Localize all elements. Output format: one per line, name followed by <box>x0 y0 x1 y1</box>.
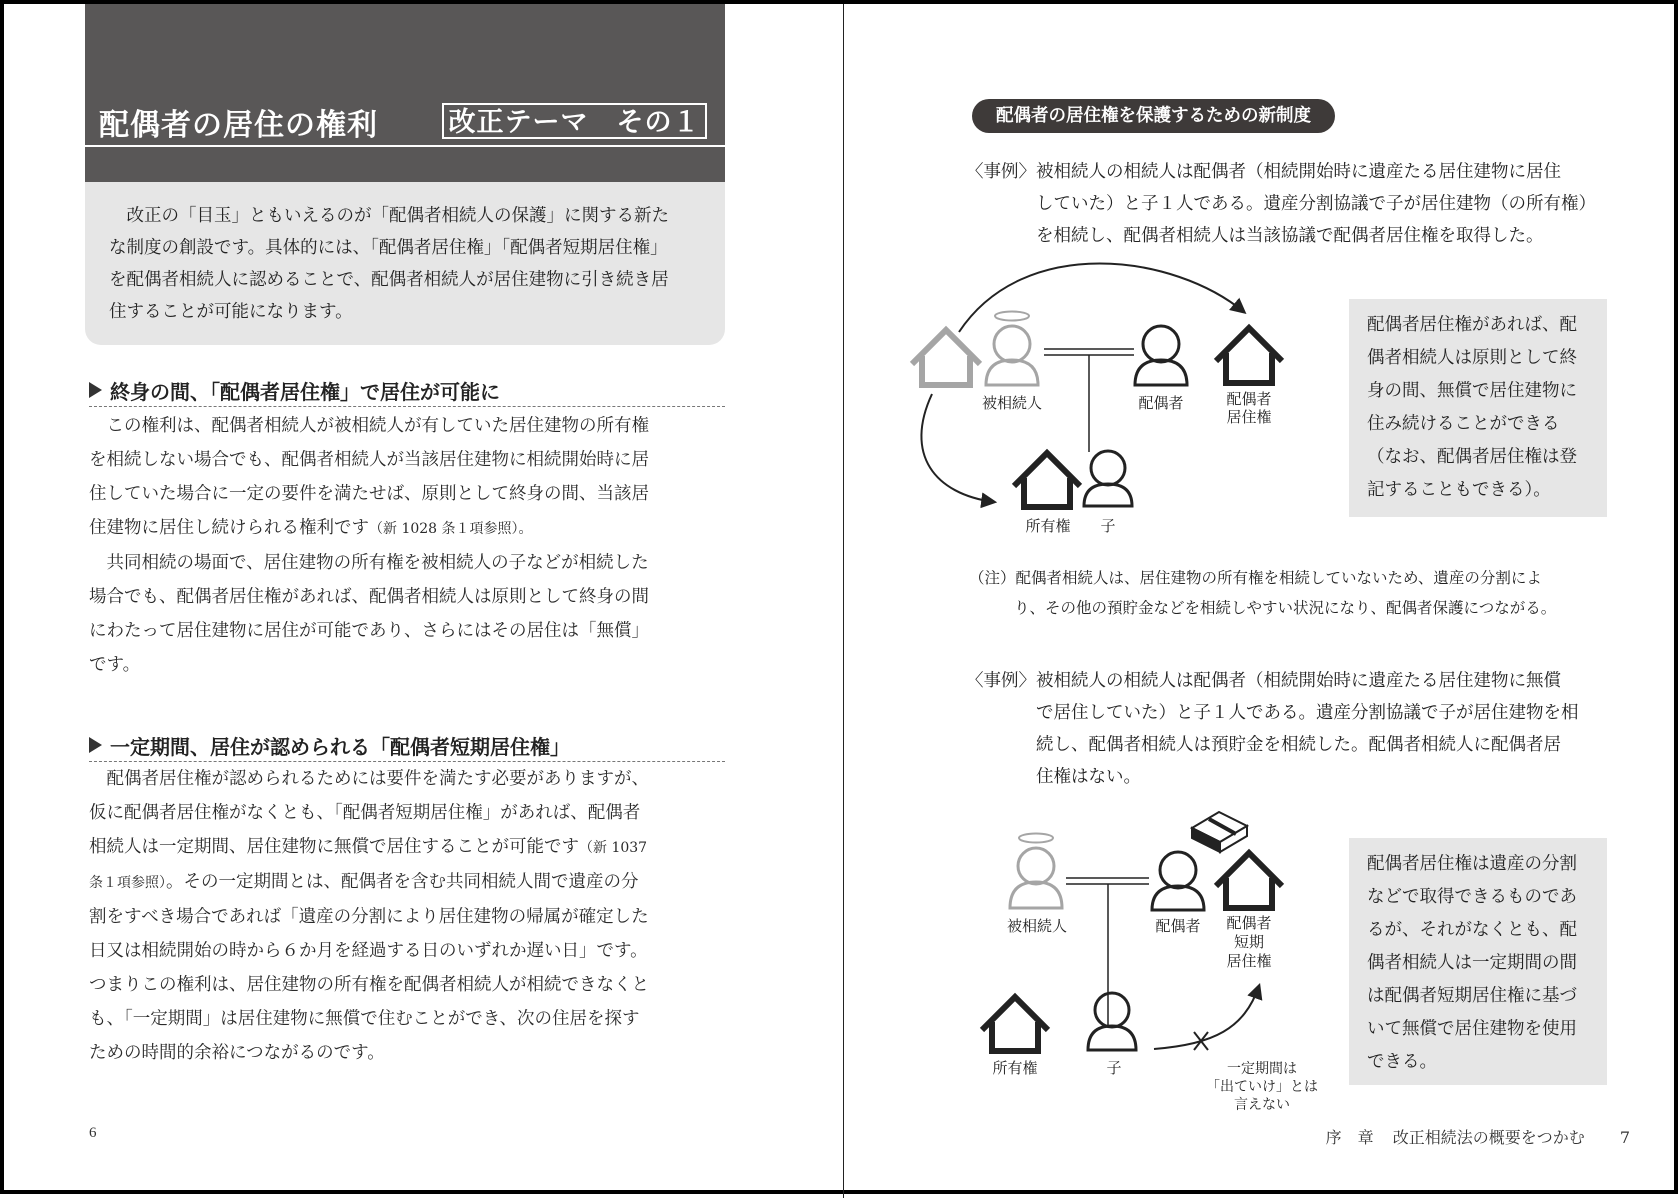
body-line: ための時間的余裕につながるのです。 <box>89 1043 385 1063</box>
cross-mark-icon <box>1194 1032 1208 1050</box>
right-label-line1: 配偶者 <box>1226 914 1272 932</box>
note-line: （注）配偶者相続人は、居住建物の所有権を相続していないため、遺産の分割によ <box>969 569 1542 587</box>
right-label-line1: 配偶者 <box>1226 390 1272 408</box>
section2-body <box>89 762 729 1070</box>
child-label: 子 <box>1100 517 1116 535</box>
article-reference: （新 1037 <box>579 840 648 856</box>
right-label-line2: 短期 <box>1233 933 1265 951</box>
explanation-box-1 <box>1349 299 1607 517</box>
box-line: 配偶者居住権は遺産の分割 <box>1367 854 1577 874</box>
case-label: 〈事例〉 <box>966 671 1036 691</box>
ownership-label: 所有権 <box>1025 517 1071 535</box>
triangle-bullet-icon <box>89 737 102 753</box>
spouse-person-icon <box>1152 852 1204 910</box>
box-line: 身の間、無償で居住建物に <box>1367 381 1577 401</box>
page-number-right: 7 <box>1619 1128 1630 1147</box>
case-line: 被相続人の相続人は配偶者（相続開始時に遺産たる居住建物に無償 <box>1036 671 1561 691</box>
intro-line: な制度の創設です。具体的には、「配偶者居住権」「配偶者短期居住権」 <box>109 238 668 258</box>
case-line: していた）と子１人である。遺産分割協議で子が居住建物（の所有権） <box>1036 194 1596 214</box>
running-footer <box>1312 1125 1630 1148</box>
explanation-box-2 <box>1349 838 1607 1085</box>
body-line: も、「一定期間」は居住建物に無償で住むことができ、次の住居を探す <box>89 1009 640 1029</box>
spouse-label: 配偶者 <box>1155 917 1201 935</box>
deceased-person-icon <box>986 312 1038 386</box>
residence-house-icon <box>1216 853 1282 908</box>
spouse-label: 配偶者 <box>1138 394 1184 412</box>
case-2 <box>966 665 1656 793</box>
left-page <box>4 4 843 1190</box>
body-line: 仮に配偶者居住権がなくとも、「配偶者短期居住権」があれば、配偶者 <box>89 803 641 823</box>
box-line: 住み続けることができる <box>1367 414 1560 434</box>
case-line: 被相続人の相続人は配偶者（相続開始時に遺産たる居住建物に居住 <box>1036 162 1561 182</box>
body-line: を相続しない場合でも、配偶者相続人が当該居住建物に相続開始時に居 <box>89 450 649 470</box>
page-number-left: 6 <box>89 1125 97 1141</box>
case-1 <box>966 156 1656 252</box>
caption-line1: 一定期間は <box>1227 1061 1297 1077</box>
body-line: にわたって居住建物に居住が可能であり、さらにはその居住は「無償」 <box>89 621 649 641</box>
money-bundle-icon <box>1192 812 1247 852</box>
title-divider <box>85 145 725 147</box>
intro-line: 住することが可能になります。 <box>109 302 353 322</box>
box-line: できる。 <box>1367 1052 1437 1072</box>
deceased-person-icon <box>1010 834 1062 909</box>
box-line: るが、それがなくとも、配 <box>1367 920 1577 940</box>
body-line <box>89 830 729 865</box>
section-heading-text: 終身の間、「配偶者居住権」で居住が可能に <box>110 380 500 404</box>
right-page <box>844 4 1678 1190</box>
body-line: つまりこの権利は、居住建物の所有権を配偶者相続人が相続できなくと <box>89 975 649 995</box>
section-heading-2 <box>89 731 725 760</box>
box-line: 記することもできる）。 <box>1367 480 1551 500</box>
dashed-rule <box>89 406 725 407</box>
box-line: は配偶者短期居住権に基づ <box>1367 986 1577 1006</box>
box-line: （なお、配偶者居住権は登 <box>1367 447 1577 467</box>
intro-line: を配偶者相続人に認めることで、配偶者相続人が居住建物に引き続き居 <box>109 270 669 290</box>
case-label: 〈事例〉 <box>966 162 1036 182</box>
body-line: 場合でも、配偶者居住権があれば、配偶者相続人は原則として終身の間 <box>89 587 649 607</box>
body-text: 住建物に居住し続けられる権利です <box>89 518 369 538</box>
body-line: 共同相続の場面で、居住建物の所有権を被相続人の子などが相続した <box>106 553 649 573</box>
deceased-label: 被相続人 <box>1006 917 1068 935</box>
body-text: 。その一定期間とは、配偶者を含む共同相続人間で遺産の分 <box>166 872 639 892</box>
article-reference: 条１項参照） <box>89 875 166 891</box>
theme-label: 改正テーマ その１ <box>442 103 707 139</box>
footer-title: 改正相続法の概要をつかむ <box>1392 1128 1585 1147</box>
ownership-house-icon <box>1014 453 1080 507</box>
diagram-1 <box>844 244 1344 564</box>
deceased-label: 被相続人 <box>981 394 1043 412</box>
ownership-house-icon <box>982 997 1048 1051</box>
transfer-arrow <box>959 264 1244 333</box>
eviction-arrow <box>1154 986 1259 1049</box>
section1-body <box>89 409 729 682</box>
intro-line: 改正の「目玉」ともいえるのが「配偶者相続人の保護」に関する新た <box>126 206 669 226</box>
body-line: 配偶者居住権が認められるためには要件を満たす必要がありますが、 <box>106 769 649 789</box>
caption-line3: 言えない <box>1234 1097 1290 1113</box>
section-heading-1 <box>89 376 725 405</box>
caption-line2: 「出ていけ」とは <box>1206 1079 1318 1095</box>
box-line: いて無償で居住建物を使用 <box>1367 1019 1577 1039</box>
box-line: 配偶者居住権があれば、配 <box>1367 315 1577 335</box>
right-label-line2: 居住権 <box>1226 408 1272 426</box>
triangle-bullet-icon <box>89 382 102 398</box>
ownership-label: 所有権 <box>992 1059 1038 1077</box>
spouse-person-icon <box>1135 326 1187 385</box>
box-line: 偶者相続人は原則として終 <box>1367 348 1577 368</box>
body-line: この権利は、配偶者相続人が被相続人が有していた居住建物の所有権 <box>106 416 649 436</box>
chapter-title: 配偶者の居住の権利 <box>99 108 378 143</box>
grey-house-icon <box>912 330 980 385</box>
diagram-2 <box>844 804 1344 1124</box>
article-reference: （新 1028 条１項参照）。 <box>369 521 533 537</box>
body-line <box>89 865 729 900</box>
body-text: 相続人は一定期間、居住建物に無償で居住することが可能です <box>89 837 579 857</box>
section-heading-text: 一定期間、居住が認められる「配偶者短期居住権」 <box>110 735 570 759</box>
title-band <box>85 4 725 182</box>
box-line: 偶者相続人は一定期間の間 <box>1367 953 1577 973</box>
right-label-line3: 居住権 <box>1226 952 1272 970</box>
body-line: 割をすべき場合であれば「遺産の分割により居住建物の帰属が確定した <box>89 907 649 927</box>
child-person-icon <box>1088 993 1136 1050</box>
case-line: 続し、配偶者相続人は預貯金を相続した。配偶者相続人に配偶者居 <box>1036 735 1561 755</box>
case-line: で居住していた）と子１人である。遺産分割協議で子が居住建物を相 <box>1036 703 1579 723</box>
child-person-icon <box>1084 451 1132 506</box>
section-pill-title: 配偶者の居住権を保護するための新制度 <box>972 99 1335 133</box>
note-line: り、その他の預貯金などを相続しやすい状況になり、配偶者保護につながる。 <box>1014 599 1557 617</box>
box-line: などで取得できるものであ <box>1367 887 1577 907</box>
body-line: です。 <box>89 655 141 675</box>
intro-box <box>85 182 725 345</box>
note <box>969 563 1659 623</box>
body-line <box>89 511 729 546</box>
body-line: 日又は相続開始の時から６か月を経過する日のいずれか遅い日」です。 <box>89 941 648 961</box>
footer-chapter: 序 章 <box>1325 1128 1374 1147</box>
body-line: 住していた場合に一定の要件を満たせば、原則として終身の間、当該居 <box>89 484 649 504</box>
residence-house-icon <box>1216 328 1282 383</box>
case-line: 住権はない。 <box>1036 767 1141 787</box>
child-label: 子 <box>1106 1059 1122 1077</box>
case-line: を相続し、配偶者相続人は当該協議で配偶者居住権を取得した。 <box>1036 226 1544 246</box>
